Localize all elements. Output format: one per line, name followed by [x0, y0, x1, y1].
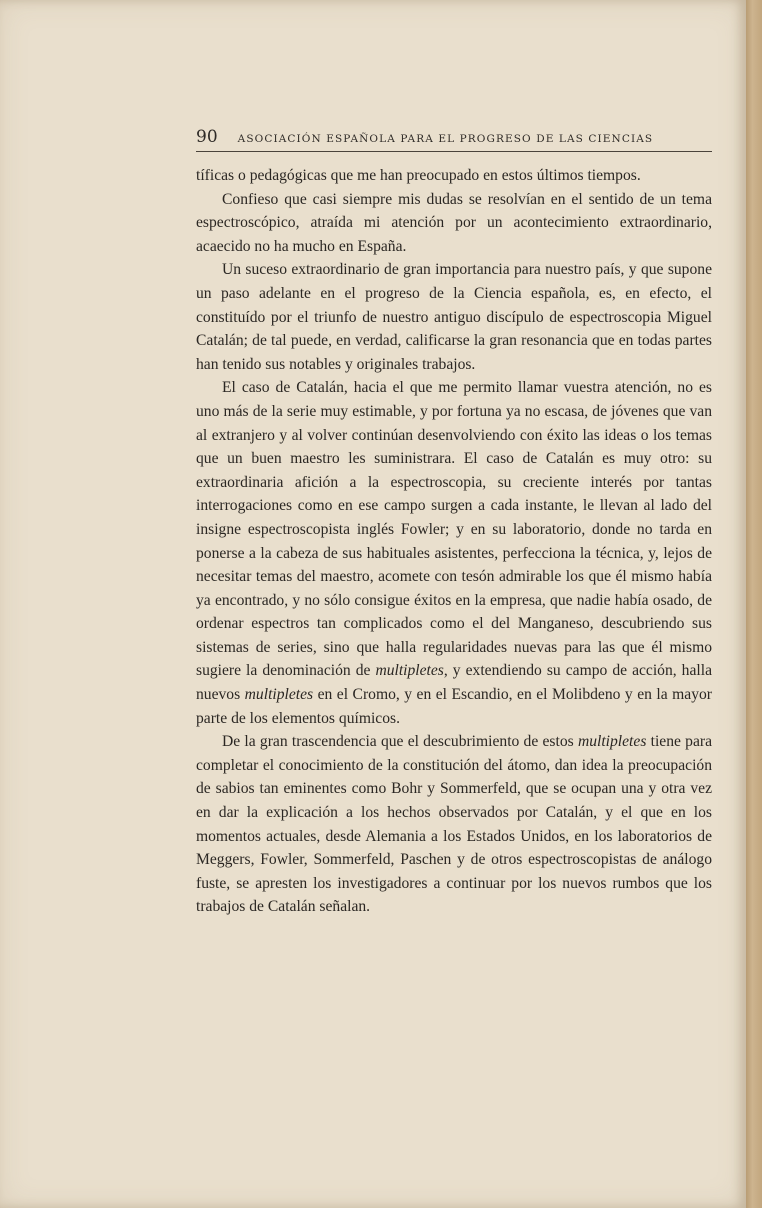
paragraph-5 — [196, 730, 712, 919]
paragraph-text: Confieso que casi siempre mis dudas se resolvían en el sentido de un tema espectroscópico, atraída mi atención por un acontecimiento extraordinario, acaecido no ha mucho en España. — [196, 190, 712, 255]
paragraph-1 — [196, 164, 712, 188]
paragraph-text: en el Cromo, y en el Escandio, en el Molibdeno y en la mayor parte de los elementos químicos. — [196, 686, 712, 727]
paragraph-3 — [196, 258, 712, 376]
paragraph-text: tíficas o pedagógicas que me han preocupado en estos últimos tiempos. — [196, 167, 641, 184]
header-rule — [196, 151, 712, 152]
paragraph-text: El caso de Catalán, hacia el que me permito llamar vuestra atención, no es uno más de la serie muy estimable, y por fortuna ya no escasa, de jóvenes que van al extranjero y al volver continúan desenvolviendo con éxito las ideas o los temas que un buen maestro les suministrara. El caso de Catalán es muy otro: su extraordinaria afición a la espectroscopia, su creciente interés por tantas interrogaciones como en ese campo surgen a cada instante, le llevan al lado del insigne espectroscopista inglés Fowler; y en su laboratorio, donde no tarda en ponerse a la cabeza de sus habituales asistentes, perfecciona la técnica, y, lejos de necesitar temas del maestro, acomete con tesón admirable los que él mismo había ya encontrado, y no sólo consigue éxitos en la empresa, que nadie había osado, de ordenar espectros tan complicados como el del Manganeso, descubriendo sus sistemas de series, sino que halla regularidades nuevas para las que él mismo sugiere la denominación de — [196, 379, 712, 680]
paragraph-text: De la gran trascendencia que el descubrimiento de estos — [222, 733, 578, 751]
italic-term: multipletes — [375, 662, 444, 680]
page-number: 90 — [196, 127, 218, 147]
running-title: ASOCIACIÓN ESPAÑOLA PARA EL PROGRESO DE LAS CIENCIAS — [237, 133, 654, 145]
page-edge — [746, 0, 762, 1208]
paragraph-text: tiene para completar el conocimiento de la constitución del átomo, dan idea la preocupación de sabios tan eminentes como Bohr y Sommerfeld, que se ocupan una y otra vez en dar la explicación a los hechos observados por Catalán, y el que en los momentos actuales, desde Alemania a los Estados Unidos, en los laboratorios de Meggers, Fowler, Sommerfeld, Paschen y de otros espectroscopistas de análogo fuste, se apresten los investigadores a continuar por los nuevos rumbos que los trabajos de Catalán señalan. — [196, 733, 713, 916]
italic-term: multipletes — [244, 686, 314, 704]
paragraph-4 — [196, 376, 712, 730]
italic-term: multipletes — [577, 733, 647, 751]
body-text — [196, 164, 712, 919]
paragraph-2 — [196, 188, 712, 259]
paragraph-text: , y extendiendo su campo de acción, halla nuevos — [196, 662, 712, 704]
page-header — [196, 127, 712, 147]
paragraph-text: Un suceso extraordinario de gran importancia para nuestro país, y que supone un paso adelante en el progreso de la Ciencia española, es, en efecto, el constituído por el triunfo de nuestro antiguo discípulo de espectroscopia Miguel Catalán; de tal puede, en verdad, calificarse la gran resonancia que en todas partes han tenido sus notables y originales trabajos. — [196, 261, 712, 373]
